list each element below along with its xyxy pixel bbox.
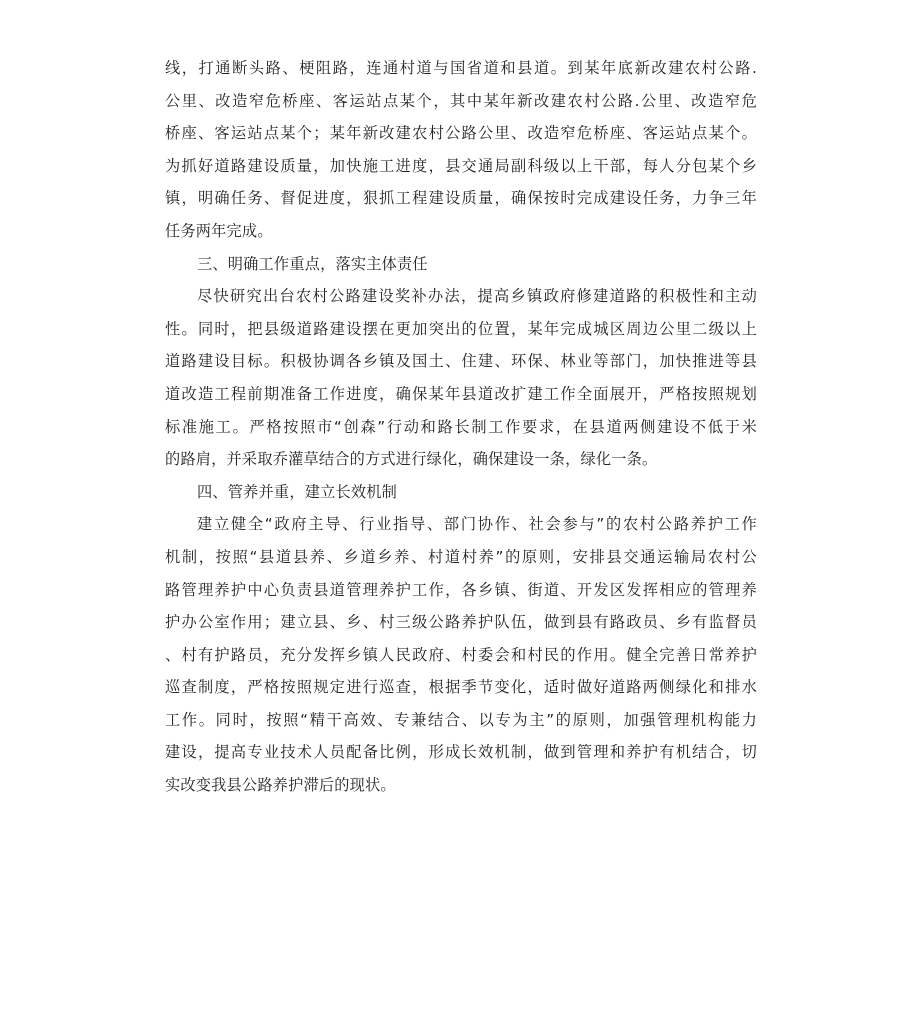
section-four-paragraph (165, 508, 757, 801)
text-line: 尽快研究出台农村公路建设奖补办法，提高乡镇政府修建道路的积极性和主动 (197, 287, 757, 306)
text-line: 镇，明确任务、督促进度，狠抓工程建设质量，确保按时完成建设任务，力争三年 (165, 189, 757, 208)
text-line: 道路建设目标。积极协调各乡镇及国土、住建、环保、林业等部门，加快推进等县 (165, 352, 757, 371)
text-line: 标准施工。严格按照市“创森”行动和路长制工作要求，在县道两侧建设不低于米 (165, 417, 757, 436)
text-line: 的路肩，并采取乔灌草结合的方式进行绿化，确保建设一条，绿化一条。 (165, 450, 658, 469)
text-line: 桥座、客运站点某个；某年新改建农村公路公里、改造窄危桥座、客运站点某个。 (165, 124, 757, 143)
text-line: 任务两年完成。 (165, 221, 273, 240)
text-line: 建立健全“政府主导、行业指导、部门协作、社会参与”的农村公路养护工作 (197, 515, 757, 534)
paragraph-continued (165, 52, 757, 248)
document-body (165, 52, 757, 802)
text-line: 护办公室作用；建立县、乡、村三级公路养护队伍，做到县有路政员、乡有监督员 (165, 613, 757, 632)
text-line: 路管理养护中心负责县道管理养护工作，各乡镇、街道、开发区发挥相应的管理养 (165, 580, 757, 599)
text-line: 建设，提高专业技术人员配备比例，形成长效机制，做到管理和养护有机结合，切 (165, 743, 757, 762)
text-line: 线，打通断头路、梗阻路，连通村道与国省道和县道。到某年底新改建农村公路. (165, 59, 757, 77)
text-line: 公里、改造窄危桥座、客运站点某个，其中某年新改建农村公路.公里、改造窄危 (165, 91, 757, 110)
section-three-paragraph (165, 280, 757, 476)
text-line: 工作。同时，按照“精干高效、专兼结合、以专为主”的原则，加强管理机构能力 (165, 710, 757, 729)
text-line: 机制，按照“县道县养、乡道乡养、村道村养”的原则，安排县交通运输局农村公 (165, 547, 757, 566)
text-line: 、村有护路员，充分发挥乡镇人民政府、村委会和村民的作用。健全完善日常养护 (165, 645, 757, 664)
section-heading-four: 四、管养并重，建立长效机制 (197, 482, 398, 501)
text-line: 性。同时，把县级道路建设摆在更加突出的位置，某年完成城区周边公里二级以上 (165, 319, 757, 338)
text-line: 道改造工程前期准备工作进度，确保某年县道改扩建工作全面展开，严格按照规划 (165, 384, 757, 403)
section-heading-three: 三、明确工作重点，落实主体责任 (197, 254, 428, 273)
text-line: 实改变我县公路养护滞后的现状。 (165, 776, 396, 795)
text-line: 巡查制度，严格按照规定进行巡查，根据季节变化，适时做好道路两侧绿化和排水 (165, 678, 757, 697)
text-line: 为抓好道路建设质量，加快施工进度，县交通局副科级以上干部，每人分包某个乡 (165, 156, 757, 175)
